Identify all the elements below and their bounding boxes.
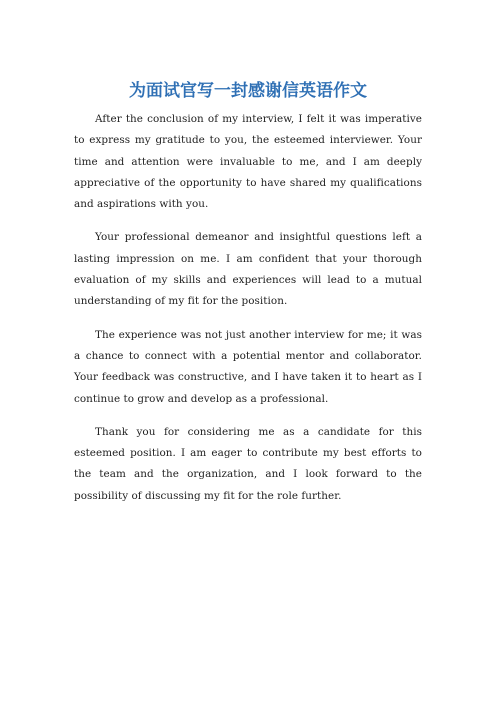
paragraph-1: After the conclusion of my interview, I felt it was imperative to express my gratitude to you, the esteemed interviewer. Your time and attention were invaluable to me, and I am deeply appreciative of the opportunity to have shared my qualifications and aspirations with you. bbox=[74, 113, 422, 211]
document-body bbox=[74, 109, 422, 519]
document-title: 为面试官写一封感谢信英语作文 bbox=[129, 81, 367, 101]
paragraph-3: The experience was not just another interview for me; it was a chance to connect with a potential mentor and collaborator. Your feedback was constructive, and I have taken it to heart as I continue to grow and develop as a professional. bbox=[74, 328, 422, 405]
paragraph-2: Your professional demeanor and insightful questions left a lasting impression on me. I am confident that your thorough evaluation of my skills and experiences will lead to a mutual understanding of my fit for the position. bbox=[74, 231, 422, 308]
paragraph-4: Thank you for considering me as a candidate for this esteemed position. I am eager to contribute my best efforts to the team and the organization, and I look forward to the possibility of discussing my fit for the role further. bbox=[74, 425, 422, 502]
